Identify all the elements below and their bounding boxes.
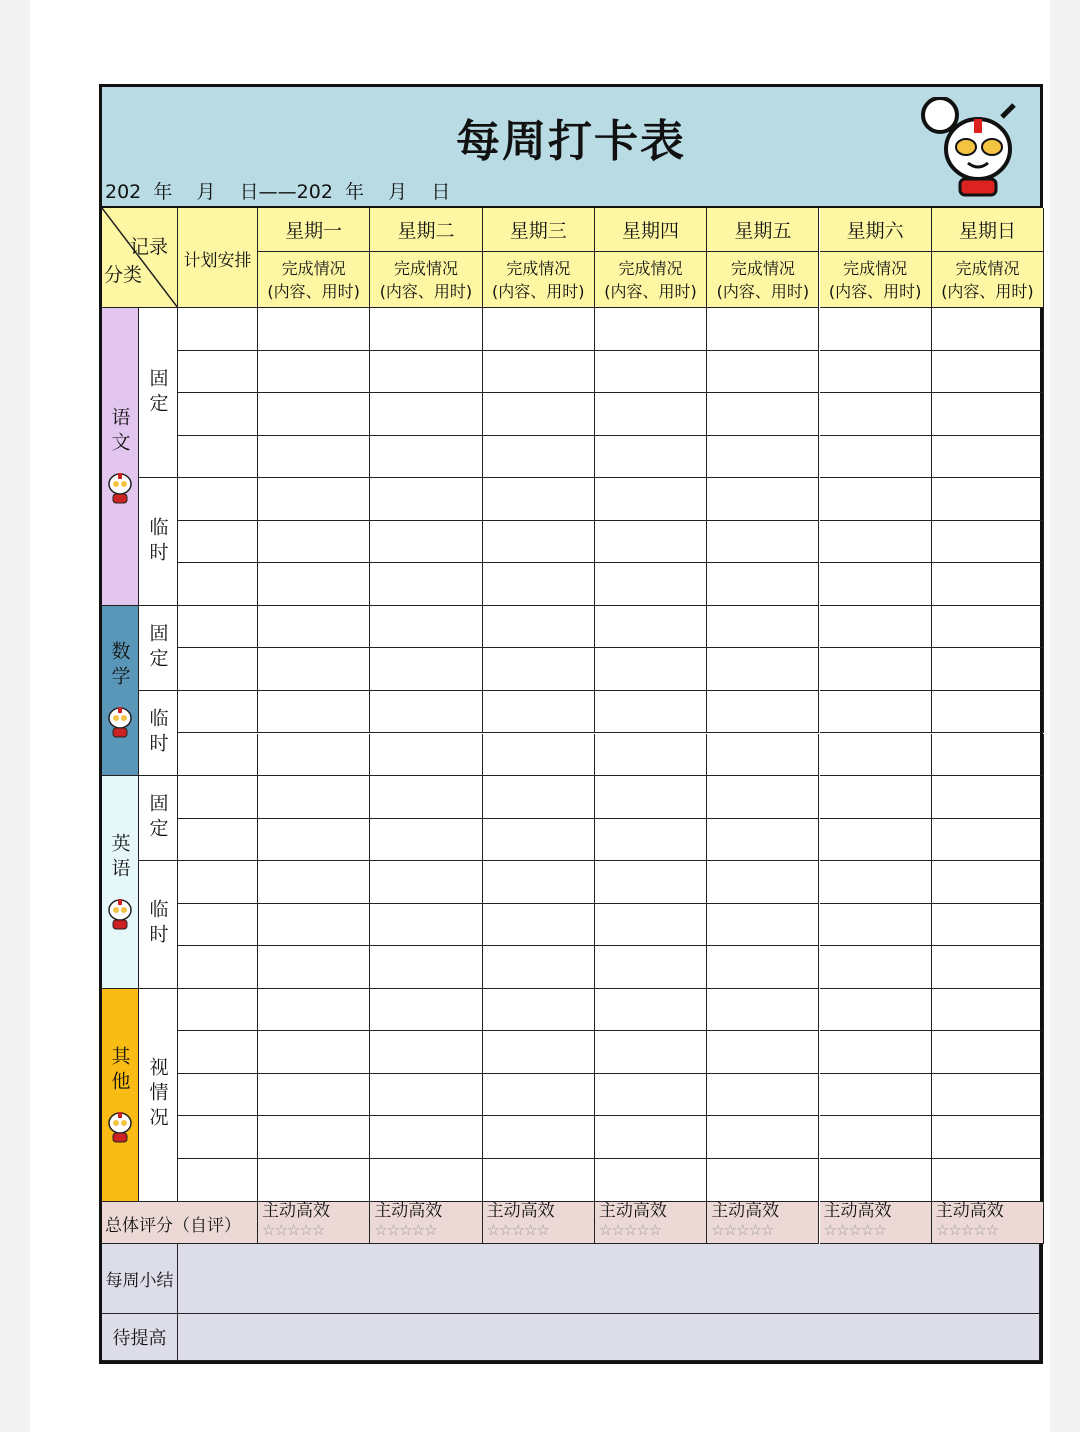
day-cell[interactable] <box>483 1159 595 1202</box>
day-cell[interactable] <box>370 308 482 351</box>
day-cell[interactable] <box>820 478 932 521</box>
day-subheader <box>370 252 482 308</box>
day-cell[interactable] <box>595 904 707 947</box>
day-cell[interactable] <box>932 351 1044 394</box>
plan-cell[interactable] <box>178 1074 258 1117</box>
day-cell[interactable] <box>258 819 370 862</box>
day-cell[interactable] <box>932 1116 1044 1159</box>
plan-cell[interactable] <box>178 393 258 436</box>
improve-input[interactable] <box>178 1314 1040 1361</box>
day-cell[interactable] <box>707 563 819 606</box>
status-label: 完成情况 <box>506 259 571 278</box>
day-cell[interactable] <box>258 521 370 564</box>
day-cell[interactable] <box>258 691 370 734</box>
score-text: 主动高效 <box>486 1200 555 1221</box>
corner-category-label: 分类 <box>104 264 143 286</box>
day-cell[interactable] <box>595 606 707 649</box>
day-cell[interactable] <box>483 308 595 351</box>
corner-record-label: 记录 <box>130 236 169 258</box>
day-cell[interactable] <box>595 308 707 351</box>
day-cell[interactable] <box>707 1074 819 1117</box>
day-cell[interactable] <box>370 606 482 649</box>
day-subheader <box>483 252 595 308</box>
subject-cell <box>102 776 139 989</box>
plan-cell[interactable] <box>178 1159 258 1202</box>
subject-cell <box>102 606 139 776</box>
plan-cell[interactable] <box>178 436 258 479</box>
day-cell[interactable] <box>932 776 1044 819</box>
day-cell[interactable] <box>370 861 482 904</box>
plan-cell[interactable] <box>178 734 258 777</box>
day-cell[interactable] <box>707 648 819 691</box>
day-cell[interactable] <box>595 563 707 606</box>
group-cell <box>139 308 178 478</box>
day-cell[interactable] <box>932 478 1044 521</box>
day-cell[interactable] <box>370 989 482 1032</box>
day-cell[interactable] <box>483 478 595 521</box>
day-header: 星期六 <box>820 208 932 252</box>
day-cell[interactable] <box>595 648 707 691</box>
day-cell[interactable] <box>483 436 595 479</box>
day-cell[interactable] <box>258 563 370 606</box>
subject-cell <box>102 989 139 1202</box>
day-cell[interactable] <box>820 648 932 691</box>
day-cell[interactable] <box>820 691 932 734</box>
day-cell[interactable] <box>258 351 370 394</box>
day-cell[interactable] <box>595 393 707 436</box>
day-cell[interactable] <box>932 436 1044 479</box>
day-cell[interactable] <box>483 776 595 819</box>
day-header: 星期一 <box>258 208 370 252</box>
day-cell[interactable] <box>483 563 595 606</box>
summary-input[interactable] <box>178 1244 1040 1314</box>
group-cell <box>139 776 178 861</box>
day-cell[interactable] <box>595 946 707 989</box>
star-rating-icon[interactable]: ☆☆☆☆☆ <box>935 1220 999 1239</box>
day-cell[interactable] <box>483 648 595 691</box>
plan-cell[interactable] <box>178 904 258 947</box>
status-label: 完成情况 <box>618 259 683 278</box>
day-cell[interactable] <box>820 1159 932 1202</box>
day-cell[interactable] <box>932 648 1044 691</box>
day-cell[interactable] <box>932 904 1044 947</box>
day-cell[interactable] <box>707 521 819 564</box>
group-label: 临时 <box>146 516 169 567</box>
star-rating-icon[interactable]: ☆☆☆☆☆ <box>711 1220 774 1239</box>
day-cell[interactable] <box>707 308 819 351</box>
weekly-checkin-sheet <box>99 84 1043 1364</box>
day-cell[interactable] <box>483 691 595 734</box>
plan-cell[interactable] <box>178 691 258 734</box>
day-cell[interactable] <box>370 1031 482 1074</box>
day-cell[interactable] <box>595 436 707 479</box>
day-cell[interactable] <box>370 521 482 564</box>
day-header: 星期四 <box>595 208 707 252</box>
day-cell[interactable] <box>820 308 932 351</box>
group-cell <box>139 691 178 776</box>
day-cell[interactable] <box>595 989 707 1032</box>
day-cell[interactable] <box>932 308 1044 351</box>
plan-cell[interactable] <box>178 776 258 819</box>
score-cell[interactable] <box>595 1202 707 1244</box>
mascot-icon <box>106 897 134 931</box>
day-cell[interactable] <box>932 734 1044 777</box>
content-time-label: (内容、用时) <box>267 282 360 301</box>
star-rating-icon[interactable]: ☆☆☆☆☆ <box>374 1220 437 1239</box>
day-cell[interactable] <box>932 861 1044 904</box>
group-cell <box>139 861 178 989</box>
plan-cell[interactable] <box>178 946 258 989</box>
day-cell[interactable] <box>820 351 932 394</box>
day-cell[interactable] <box>595 861 707 904</box>
mascot-icon <box>920 97 1020 201</box>
day-cell[interactable] <box>258 776 370 819</box>
day-cell[interactable] <box>820 989 932 1032</box>
day-cell[interactable] <box>370 436 482 479</box>
mascot-icon <box>106 1110 134 1144</box>
day-cell[interactable] <box>595 521 707 564</box>
day-cell[interactable] <box>932 989 1044 1032</box>
day-cell[interactable] <box>595 1159 707 1202</box>
day-cell[interactable] <box>595 1074 707 1117</box>
day-cell[interactable] <box>820 606 932 649</box>
day-cell[interactable] <box>820 776 932 819</box>
content-time-label: (内容、用时) <box>379 282 473 301</box>
group-label: 临时 <box>146 707 169 758</box>
paper <box>30 0 1050 1432</box>
plan-cell[interactable] <box>178 521 258 564</box>
group-cell <box>139 606 178 691</box>
day-cell[interactable] <box>595 734 707 777</box>
summary-label: 每周小结 <box>102 1244 178 1314</box>
day-cell[interactable] <box>483 904 595 947</box>
day-cell[interactable] <box>258 308 370 351</box>
day-cell[interactable] <box>370 1116 482 1159</box>
day-cell[interactable] <box>258 1159 370 1202</box>
group-label: 临时 <box>146 899 169 950</box>
day-cell[interactable] <box>258 1031 370 1074</box>
day-cell[interactable] <box>370 946 482 989</box>
star-rating-icon[interactable]: ☆☆☆☆☆ <box>823 1220 886 1239</box>
mascot-icon <box>106 471 134 505</box>
day-cell[interactable] <box>707 819 819 862</box>
day-cell[interactable] <box>932 393 1044 436</box>
day-cell[interactable] <box>483 946 595 989</box>
day-cell[interactable] <box>707 904 819 947</box>
star-rating-icon[interactable]: ☆☆☆☆☆ <box>262 1220 325 1239</box>
day-cell[interactable] <box>258 734 370 777</box>
day-header: 星期二 <box>370 208 482 252</box>
day-cell[interactable] <box>595 478 707 521</box>
day-cell[interactable] <box>707 691 819 734</box>
day-cell[interactable] <box>707 989 819 1032</box>
score-cell[interactable] <box>707 1202 819 1244</box>
day-cell[interactable] <box>258 478 370 521</box>
group-label: 固定 <box>146 793 169 844</box>
group-label: 固定 <box>146 622 169 673</box>
score-text: 主动高效 <box>823 1200 892 1221</box>
day-subheader <box>595 252 707 308</box>
status-label: 完成情况 <box>730 259 795 278</box>
score-text: 主动高效 <box>374 1200 443 1221</box>
day-cell[interactable] <box>932 1074 1044 1117</box>
star-rating-icon[interactable]: ☆☆☆☆☆ <box>486 1220 549 1239</box>
plan-cell[interactable] <box>178 478 258 521</box>
day-cell[interactable] <box>707 393 819 436</box>
subject-name: 语文 <box>108 407 131 458</box>
group-label: 固定 <box>146 367 169 418</box>
day-cell[interactable] <box>707 861 819 904</box>
plan-cell[interactable] <box>178 989 258 1032</box>
day-cell[interactable] <box>820 734 932 777</box>
day-cell[interactable] <box>820 1031 932 1074</box>
score-text: 主动高效 <box>598 1200 667 1221</box>
subject-name: 其他 <box>108 1045 131 1096</box>
day-cell[interactable] <box>258 861 370 904</box>
day-cell[interactable] <box>820 1074 932 1117</box>
score-cell[interactable] <box>258 1202 370 1244</box>
plan-cell[interactable] <box>178 819 258 862</box>
day-cell[interactable] <box>258 1074 370 1117</box>
plan-cell[interactable] <box>178 563 258 606</box>
day-cell[interactable] <box>483 393 595 436</box>
content-time-label: (内容、用时) <box>604 282 697 301</box>
page-title: 每周打卡表 <box>456 116 686 167</box>
plan-cell[interactable] <box>178 351 258 394</box>
corner-header <box>102 208 178 308</box>
day-cell[interactable] <box>258 393 370 436</box>
day-cell[interactable] <box>820 563 932 606</box>
day-cell[interactable] <box>932 819 1044 862</box>
day-cell[interactable] <box>483 606 595 649</box>
day-cell[interactable] <box>370 776 482 819</box>
day-cell[interactable] <box>707 1031 819 1074</box>
day-cell[interactable] <box>707 436 819 479</box>
day-cell[interactable] <box>820 861 932 904</box>
day-cell[interactable] <box>595 819 707 862</box>
improve-label: 待提高 <box>102 1314 178 1361</box>
date-range: 202 年 月 日——202 年 月 日 <box>105 181 451 203</box>
day-cell[interactable] <box>932 946 1044 989</box>
status-label: 完成情况 <box>843 259 908 278</box>
day-subheader <box>820 252 932 308</box>
day-cell[interactable] <box>370 1159 482 1202</box>
day-cell[interactable] <box>258 904 370 947</box>
day-cell[interactable] <box>595 1031 707 1074</box>
day-cell[interactable] <box>258 946 370 989</box>
day-cell[interactable] <box>483 734 595 777</box>
day-cell[interactable] <box>820 393 932 436</box>
score-text: 主动高效 <box>935 1200 1004 1221</box>
day-cell[interactable] <box>595 776 707 819</box>
day-cell[interactable] <box>370 393 482 436</box>
day-cell[interactable] <box>483 819 595 862</box>
subject-name: 英语 <box>108 832 131 883</box>
subject-cell <box>102 308 139 606</box>
score-cell[interactable] <box>370 1202 482 1244</box>
day-cell[interactable] <box>707 606 819 649</box>
day-cell[interactable] <box>707 351 819 394</box>
day-cell[interactable] <box>483 1031 595 1074</box>
day-cell[interactable] <box>370 648 482 691</box>
day-cell[interactable] <box>370 1074 482 1117</box>
day-cell[interactable] <box>258 436 370 479</box>
day-cell[interactable] <box>258 989 370 1032</box>
day-cell[interactable] <box>370 904 482 947</box>
day-cell[interactable] <box>820 819 932 862</box>
score-cell[interactable] <box>820 1202 932 1244</box>
plan-cell[interactable] <box>178 861 258 904</box>
day-cell[interactable] <box>258 648 370 691</box>
day-cell[interactable] <box>932 691 1044 734</box>
content-time-label: (内容、用时) <box>941 282 1034 301</box>
plan-cell[interactable] <box>178 1031 258 1074</box>
day-cell[interactable] <box>483 1074 595 1117</box>
day-subheader <box>932 252 1044 308</box>
day-header: 星期五 <box>707 208 819 252</box>
plan-cell[interactable] <box>178 308 258 351</box>
day-cell[interactable] <box>707 478 819 521</box>
day-cell[interactable] <box>820 904 932 947</box>
day-cell[interactable] <box>707 1116 819 1159</box>
day-cell[interactable] <box>932 521 1044 564</box>
plan-cell[interactable] <box>178 648 258 691</box>
day-cell[interactable] <box>258 1116 370 1159</box>
content-time-label: (内容、用时) <box>491 282 585 301</box>
day-cell[interactable] <box>595 351 707 394</box>
status-label: 完成情况 <box>955 259 1020 278</box>
day-cell[interactable] <box>932 1159 1044 1202</box>
day-header: 星期日 <box>932 208 1044 252</box>
plan-cell[interactable] <box>178 606 258 649</box>
day-cell[interactable] <box>707 734 819 777</box>
day-cell[interactable] <box>820 946 932 989</box>
status-label: 完成情况 <box>281 259 346 278</box>
day-cell[interactable] <box>820 1116 932 1159</box>
status-label: 完成情况 <box>393 259 458 278</box>
score-text: 主动高效 <box>262 1200 330 1221</box>
day-subheader <box>258 252 370 308</box>
plan-cell[interactable] <box>178 1116 258 1159</box>
day-header: 星期三 <box>483 208 595 252</box>
day-cell[interactable] <box>370 478 482 521</box>
score-cell[interactable] <box>483 1202 595 1244</box>
schedule-grid <box>102 208 1040 1361</box>
title-band <box>102 87 1040 208</box>
day-cell[interactable] <box>932 1031 1044 1074</box>
subject-name: 数学 <box>108 641 131 692</box>
group-label: 视情况 <box>146 1057 169 1133</box>
day-cell[interactable] <box>483 521 595 564</box>
day-cell[interactable] <box>370 734 482 777</box>
score-text: 主动高效 <box>711 1200 780 1221</box>
day-cell[interactable] <box>707 776 819 819</box>
mascot-icon <box>106 705 134 739</box>
score-cell[interactable] <box>932 1202 1044 1244</box>
score-label: 总体评分（自评） <box>102 1202 258 1244</box>
day-cell[interactable] <box>370 819 482 862</box>
day-cell[interactable] <box>932 563 1044 606</box>
day-cell[interactable] <box>820 521 932 564</box>
day-cell[interactable] <box>258 606 370 649</box>
group-cell <box>139 989 178 1202</box>
group-cell <box>139 478 178 606</box>
day-cell[interactable] <box>483 1116 595 1159</box>
day-cell[interactable] <box>483 989 595 1032</box>
plan-header: 计划安排 <box>178 208 258 308</box>
day-cell[interactable] <box>707 946 819 989</box>
day-cell[interactable] <box>932 606 1044 649</box>
day-cell[interactable] <box>370 351 482 394</box>
star-rating-icon[interactable]: ☆☆☆☆☆ <box>598 1220 662 1239</box>
day-subheader <box>707 252 819 308</box>
day-cell[interactable] <box>595 691 707 734</box>
content-time-label: (内容、用时) <box>716 282 810 301</box>
day-cell[interactable] <box>483 351 595 394</box>
day-cell[interactable] <box>483 861 595 904</box>
day-cell[interactable] <box>370 691 482 734</box>
day-cell[interactable] <box>595 1116 707 1159</box>
day-cell[interactable] <box>707 1159 819 1202</box>
day-cell[interactable] <box>820 436 932 479</box>
day-cell[interactable] <box>370 563 482 606</box>
content-time-label: (内容、用时) <box>828 282 922 301</box>
